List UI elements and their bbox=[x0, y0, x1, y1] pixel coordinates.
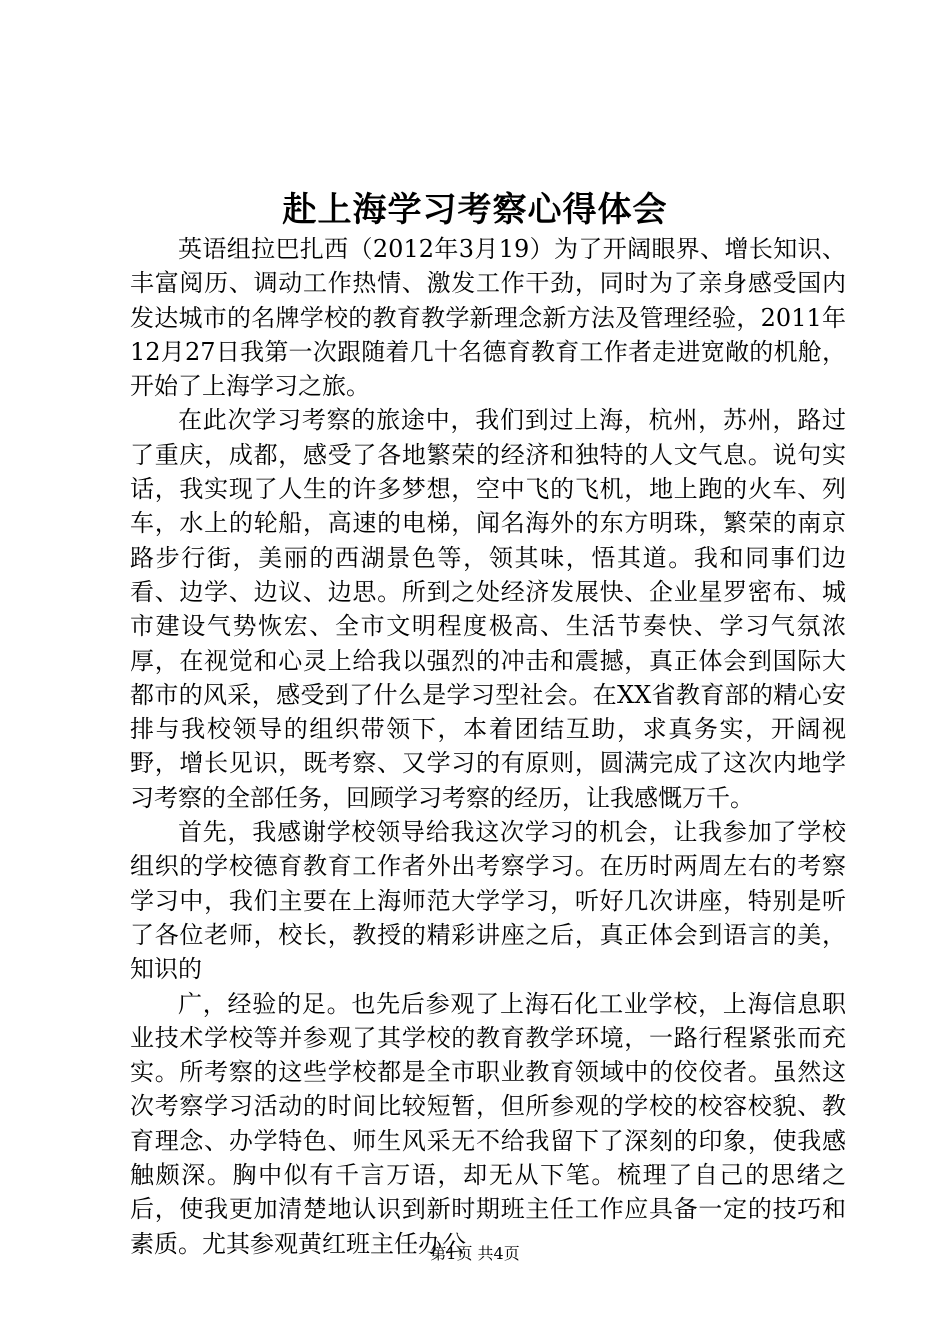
paragraph-4: 广，经验的足。也先后参观了上海石化工业学校，上海信息职业技术学校等并参观了其学校的教育教学环境，一路行程紧张而充实。所考察的这些学校都是全市职业教育领域中的佼佼者。虽然这次考察学习活动的时间比较短暂，但所参观的学校的校容校貌、教育理念、办学特色、师生风采无不给我留下了深刻的印象，使我感触颇深。胸中似有千言万语，却无从下笔。梳理了自己的思绪之后，使我更加清楚地认识到新时期班主任工作应具备一定的技巧和素质。尤其参观黄红班主任办公 bbox=[130, 989, 846, 1258]
paragraph-2: 在此次学习考察的旅途中，我们到过上海，杭州，苏州，路过了重庆，成都，感受了各地繁荣的经济和独特的人文气息。说句实话，我实现了人生的许多梦想，空中飞的飞机，地上跑的火车、列车，水上的轮船，高速的电梯，闻名海外的东方明珠，繁荣的南京路步行街，美丽的西湖景色等，领其味，悟其道。我和同事们边看、边学、边议、边思。所到之处经济发展快、企业星罗密布、城市建设气势恢宏、全市文明程度极高、生活节奏快、学习气氛浓厚，在视觉和心灵上给我以强烈的冲击和震撼，真正体会到国际大都市的风采，感受到了什么是学习型社会。在XX省教育部的精心安排与我校领导的组织带领下，本着团结互助，求真务实，开阔视野，增长见识，既考察、又学习的有原则，圆满完成了这次内地学习考察的全部任务，回顾学习考察的经历，让我感慨万千。 bbox=[130, 406, 846, 812]
document-title: 赴上海学习考察心得体会 bbox=[282, 190, 668, 230]
paragraph-3: 首先，我感谢学校领导给我这次学习的机会，让我参加了学校组织的学校德育教育工作者外出考察学习。在历时两周左右的考察学习中，我们主要在上海师范大学学习，听好几次讲座，特别是听了各位老师，校长，教授的精彩讲座之后，真正体会到语言的美，知识的 bbox=[130, 818, 846, 984]
page-number-footer: 第1页 共4页 bbox=[430, 1244, 520, 1263]
paragraph-1: 英语组拉巴扎西（2012年3月19）为了开阔眼界、增长知识、丰富阅历、调动工作热情、激发工作干劲，同时为了亲身感受国内发达城市的名牌学校的教育教学新理念新方法及管理经验，2011年12月27日我第一次跟随着几十名德育教育工作者走进宽敞的机舱，开始了上海学习之旅。 bbox=[130, 235, 846, 401]
document-body bbox=[130, 232, 846, 1261]
